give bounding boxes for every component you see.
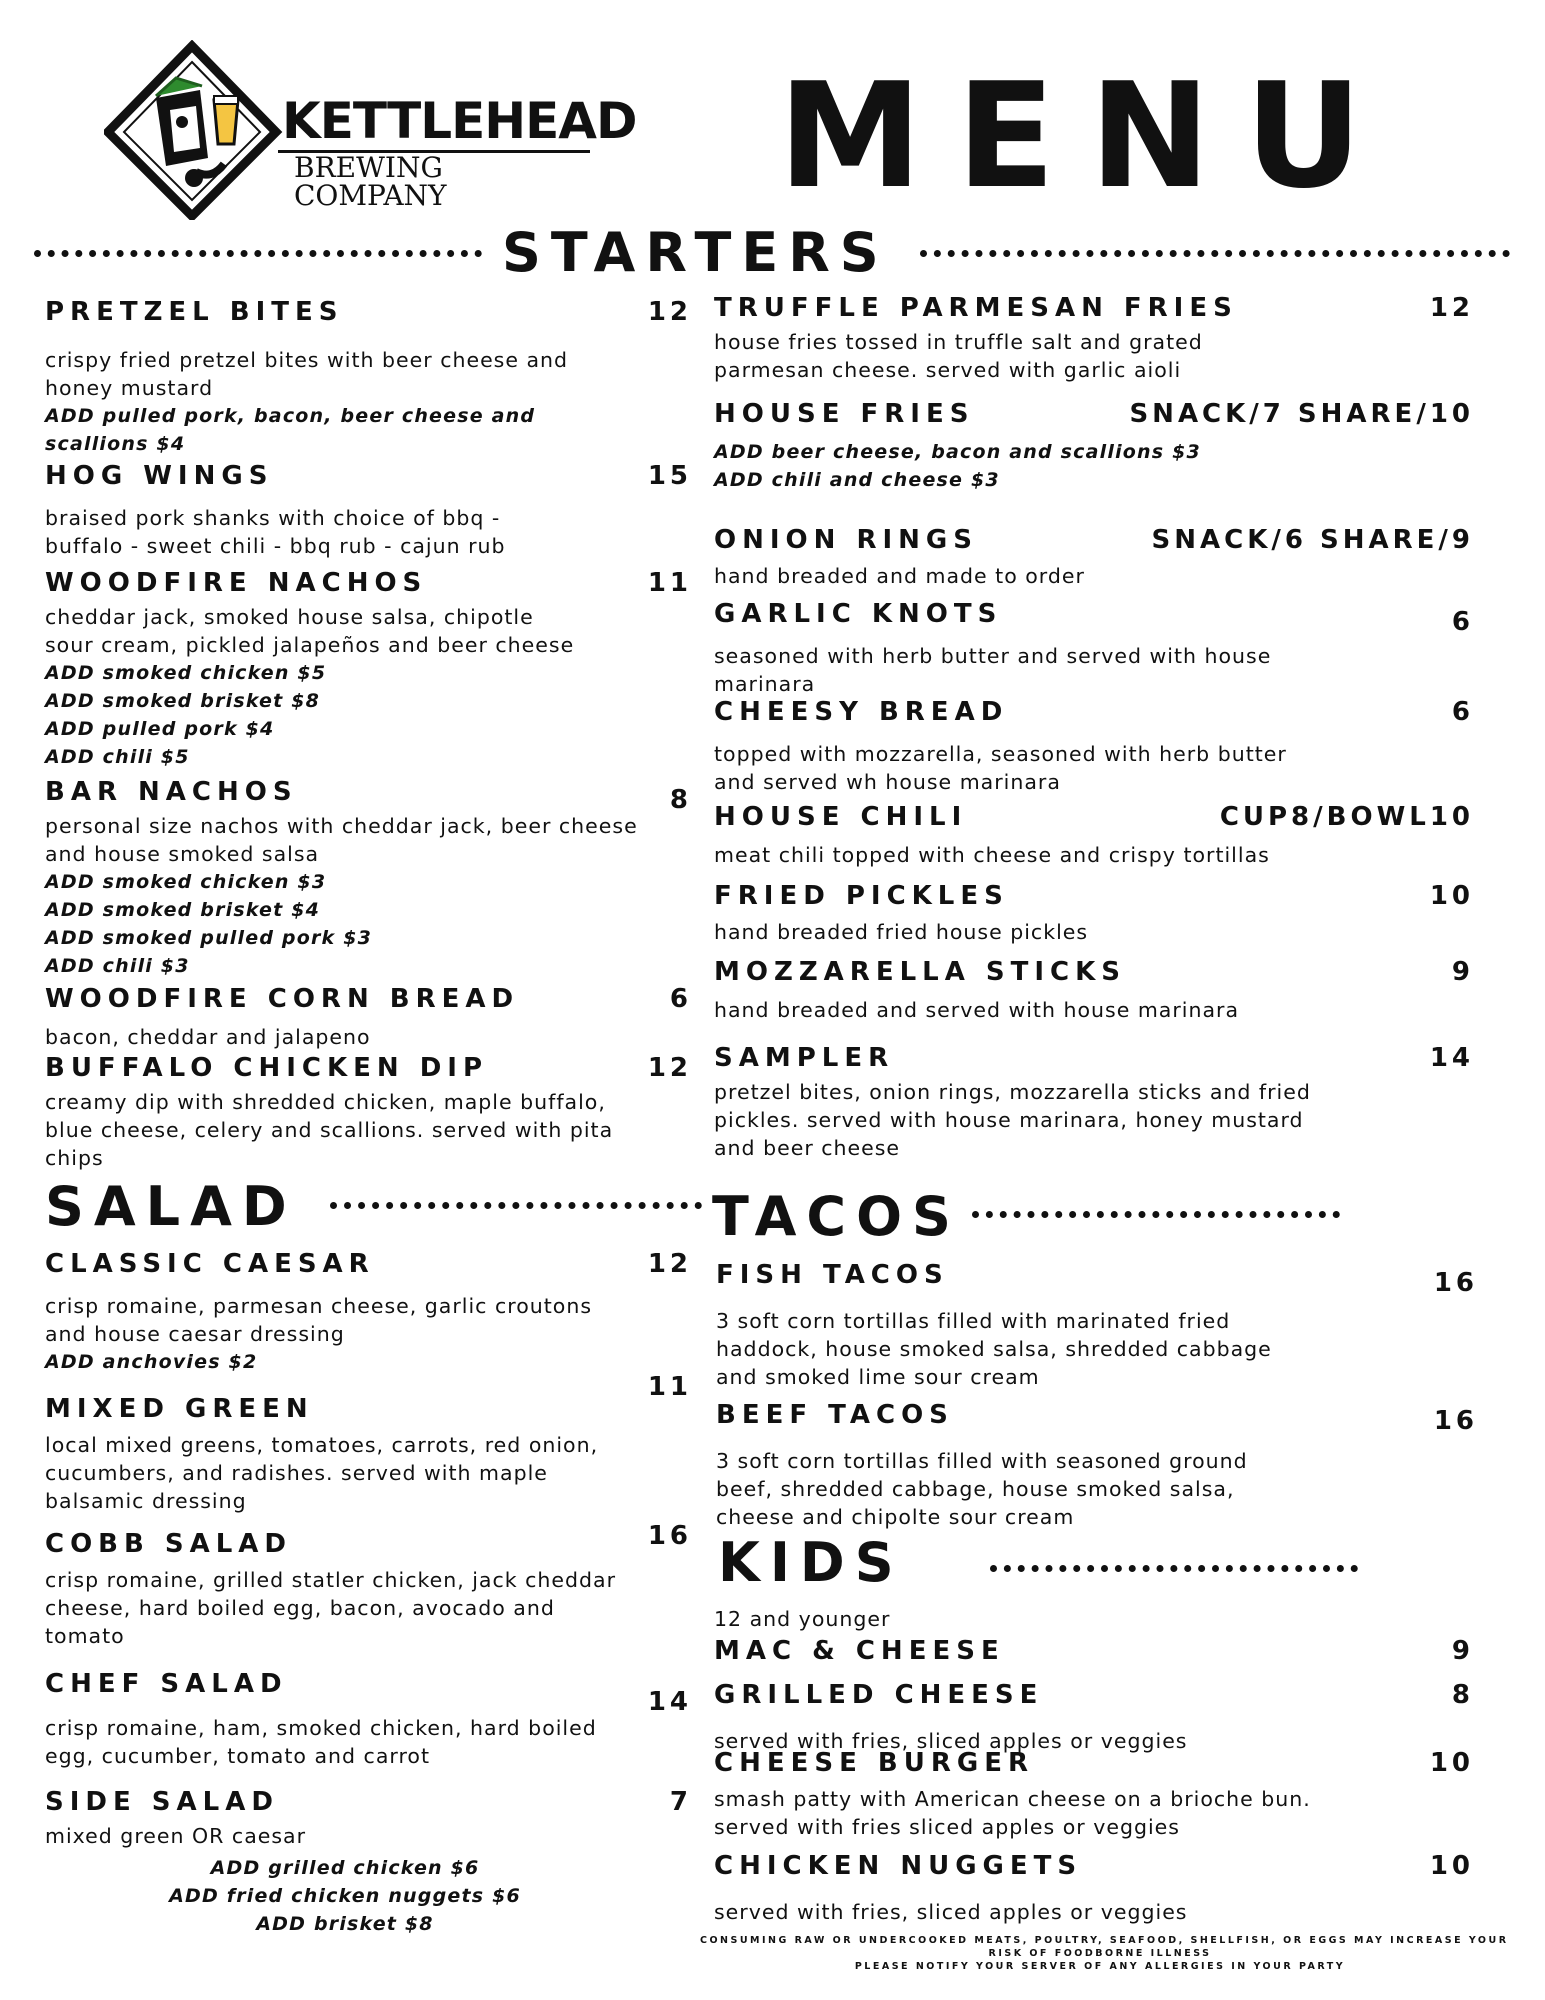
kids-heading: KIDS — [718, 1531, 904, 1594]
menu-item-addon: ADD smoked chicken $5 — [45, 662, 327, 684]
salad-heading: SALAD — [45, 1175, 297, 1238]
starters-divider-left — [34, 250, 482, 257]
salad-divider — [330, 1202, 702, 1209]
menu-item-name: CHEESY BREAD — [714, 697, 1009, 727]
menu-item-description: haddock, house smoked salsa, shredded cabbage — [716, 1337, 1272, 1361]
menu-item-description: seasoned with herb butter and served with house — [714, 644, 1272, 668]
salad-addon: ADD brisket $8 — [256, 1913, 434, 1935]
kids-divider — [990, 1565, 1358, 1572]
menu-item-price: 16 — [1433, 1406, 1478, 1436]
menu-item-name: WOODFIRE CORN BREAD — [45, 984, 520, 1014]
menu-item-price: 14 — [647, 1687, 692, 1717]
menu-item-price: 10 — [1429, 1851, 1474, 1881]
menu-item-description: 3 soft corn tortillas filled with seasoned ground — [716, 1449, 1248, 1473]
menu-item-description: and beer cheese — [714, 1136, 901, 1160]
menu-item-price: 10 — [1429, 881, 1474, 911]
menu-item-description: smash patty with American cheese on a brioche bun. — [714, 1787, 1311, 1811]
menu-item-addon: ADD anchovies $2 — [45, 1351, 258, 1373]
menu-item-description: local mixed greens, tomatoes, carrots, red onion, — [45, 1433, 599, 1457]
kids-age-note: 12 and younger — [714, 1607, 891, 1631]
menu-item-description: 3 soft corn tortillas filled with marinated fried — [716, 1309, 1231, 1333]
menu-item-description: pickles. served with house marinara, honey mustard — [714, 1108, 1304, 1132]
menu-item-description: egg, cucumber, tomato and carrot — [45, 1744, 431, 1768]
menu-item-name: MIXED GREEN — [45, 1394, 314, 1424]
menu-item-price: 6 — [669, 984, 692, 1014]
menu-item-price: 6 — [1451, 607, 1474, 637]
menu-item-description: personal size nachos with cheddar jack, beer cheese — [45, 814, 638, 838]
menu-item-description: and served wh house marinara — [714, 770, 1061, 794]
salad-addon: ADD grilled chicken $6 — [210, 1857, 480, 1879]
menu-item-price: 16 — [1433, 1268, 1478, 1298]
menu-item-name: HOUSE FRIES — [714, 399, 975, 429]
menu-item-description: meat chili topped with cheese and crispy tortillas — [714, 843, 1270, 867]
menu-item-description: balsamic dressing — [45, 1489, 247, 1513]
menu-item-description: house fries tossed in truffle salt and grated — [714, 330, 1203, 354]
menu-item-description: cheddar jack, smoked house salsa, chipotle — [45, 605, 534, 629]
menu-item-name: PRETZEL BITES — [45, 297, 344, 327]
menu-item-description: bacon, cheddar and jalapeno — [45, 1025, 371, 1049]
menu-item-description: marinara — [714, 672, 816, 696]
menu-item-addon: ADD smoked chicken $3 — [45, 871, 327, 893]
menu-item-name: WOODFIRE NACHOS — [45, 568, 428, 598]
menu-item-price: 12 — [647, 1053, 692, 1083]
menu-item-name: MOZZARELLA STICKS — [714, 957, 1126, 987]
menu-item-description: pretzel bites, onion rings, mozzarella sticks and fried — [714, 1080, 1311, 1104]
menu-item-name: COBB SALAD — [45, 1529, 292, 1559]
menu-item-name: ONION RINGS — [714, 525, 978, 555]
menu-item-price: SNACK/6 SHARE/9 — [1151, 525, 1474, 555]
logo-subtitle: BREWING COMPANY — [294, 151, 447, 212]
disclaimer-line: RISK OF FOODBORNE ILLNESS — [988, 1948, 1212, 1959]
disclaimer-line: PLEASE NOTIFY YOUR SERVER OF ANY ALLERGIES IN YOUR PARTY — [854, 1961, 1346, 1972]
menu-item-description: parmesan cheese. served with garlic aioli — [714, 358, 1182, 382]
menu-item-description: cheese, hard boiled egg, bacon, avocado and — [45, 1596, 555, 1620]
menu-item-addon: ADD smoked pulled pork $3 — [45, 927, 373, 949]
menu-item-name: BAR NACHOS — [45, 777, 298, 807]
menu-item-description: beef, shredded cabbage, house smoked salsa, — [716, 1477, 1235, 1501]
menu-item-description: crisp romaine, grilled statler chicken, jack cheddar — [45, 1568, 617, 1592]
menu-item-price: 6 — [1451, 697, 1474, 727]
menu-item-name: GARLIC KNOTS — [714, 599, 1003, 629]
menu-item-description: buffalo - sweet chili - bbq rub - cajun rub — [45, 534, 506, 558]
menu-item-description: sour cream, pickled jalapeños and beer cheese — [45, 633, 575, 657]
menu-item-addon: ADD chili $5 — [45, 746, 190, 768]
menu-item-name: HOG WINGS — [45, 461, 274, 491]
menu-item-description: hand breaded fried house pickles — [714, 920, 1089, 944]
menu-item-price: 12 — [647, 1249, 692, 1279]
menu-item-description: hand breaded and made to order — [714, 564, 1085, 588]
menu-item-addon: ADD pulled pork $4 — [45, 718, 275, 740]
page-title: MENU — [778, 52, 1397, 221]
menu-item-description: honey mustard — [45, 376, 214, 400]
starters-heading: STARTERS — [502, 221, 889, 284]
menu-item-name: MAC & CHEESE — [714, 1636, 1005, 1666]
menu-item-description: hand breaded and served with house marinara — [714, 998, 1240, 1022]
logo — [104, 40, 637, 220]
menu-item-description: cucumbers, and radishes. served with maple — [45, 1461, 548, 1485]
disclaimer-line: CONSUMING RAW OR UNDERCOOKED MEATS, POULTRY, SEAFOOD, SHELLFISH, OR EGGS MAY INCREASE YOUR — [700, 1935, 1509, 1946]
menu-item-description: braised pork shanks with choice of bbq - — [45, 506, 501, 530]
menu-item-description: and house smoked salsa — [45, 842, 320, 866]
menu-item-description: crisp romaine, ham, smoked chicken, hard boiled — [45, 1716, 597, 1740]
menu-item-description: chips — [45, 1146, 104, 1170]
menu-item-name: BEEF TACOS — [716, 1400, 954, 1430]
menu-item-description: cheese and chipolte sour cream — [716, 1505, 1075, 1529]
menu-item-addon: ADD beer cheese, bacon and scallions $3 — [714, 441, 1201, 463]
kettlehead-logo-icon — [104, 40, 284, 220]
menu-item-price: 16 — [647, 1521, 692, 1551]
menu-item-name: CHEESE BURGER — [714, 1748, 1034, 1778]
menu-item-price: 12 — [1429, 293, 1474, 323]
menu-item-price: 7 — [669, 1787, 692, 1817]
menu-item-price: 10 — [1429, 1748, 1474, 1778]
menu-item-name: FISH TACOS — [716, 1260, 949, 1290]
menu-item-price: 8 — [669, 785, 692, 815]
menu-item-addon: ADD pulled pork, bacon, beer cheese and — [45, 405, 536, 427]
menu-item-price: 15 — [647, 461, 692, 491]
menu-item-name: SIDE SALAD — [45, 1787, 279, 1817]
menu-item-price: 11 — [647, 568, 692, 598]
menu-item-name: CHICKEN NUGGETS — [714, 1851, 1083, 1881]
menu-item-name: BUFFALO CHICKEN DIP — [45, 1053, 489, 1083]
menu-item-price: CUP8/BOWL10 — [1219, 802, 1474, 832]
menu-item-price: 9 — [1451, 957, 1474, 987]
menu-item-description: creamy dip with shredded chicken, maple buffalo, — [45, 1090, 606, 1114]
menu-item-description: served with fries sliced apples or veggies — [714, 1815, 1180, 1839]
menu-item-addon: scallions $4 — [45, 433, 186, 455]
salad-addon: ADD fried chicken nuggets $6 — [169, 1885, 521, 1907]
menu-item-price: 12 — [647, 297, 692, 327]
tacos-heading: TACOS — [712, 1185, 961, 1248]
menu-item-price: SNACK/7 SHARE/10 — [1129, 399, 1474, 429]
menu-item-description: served with fries, sliced apples or veggies — [714, 1729, 1188, 1753]
menu-item-description: topped with mozzarella, seasoned with herb butter — [714, 742, 1287, 766]
menu-item-name: CHEF SALAD — [45, 1669, 288, 1699]
starters-divider-right — [920, 250, 1510, 257]
menu-item-description: mixed green OR caesar — [45, 1824, 307, 1848]
menu-item-name: CLASSIC CAESAR — [45, 1249, 375, 1279]
menu-item-description: and smoked lime sour cream — [716, 1365, 1040, 1389]
menu-item-description: tomato — [45, 1624, 125, 1648]
menu-item-name: HOUSE CHILI — [714, 802, 968, 832]
menu-item-price: 8 — [1451, 1680, 1474, 1710]
menu-item-name: TRUFFLE PARMESAN FRIES — [714, 293, 1238, 323]
menu-item-addon: ADD smoked brisket $8 — [45, 690, 321, 712]
tacos-divider — [972, 1211, 1340, 1218]
menu-item-description: served with fries, sliced apples or veggies — [714, 1900, 1188, 1924]
menu-item-addon: ADD chili and cheese $3 — [714, 469, 1000, 491]
menu-item-addon: ADD smoked brisket $4 — [45, 899, 321, 921]
menu-item-description: and house caesar dressing — [45, 1322, 345, 1346]
logo-name: KETTLEHEAD — [282, 92, 637, 150]
menu-item-price: 11 — [647, 1372, 692, 1402]
menu-item-price: 14 — [1429, 1043, 1474, 1073]
menu-item-name: GRILLED CHEESE — [714, 1680, 1044, 1710]
menu-item-name: SAMPLER — [714, 1043, 895, 1073]
menu-item-description: crispy fried pretzel bites with beer cheese and — [45, 348, 569, 372]
menu-item-name: FRIED PICKLES — [714, 881, 1009, 911]
menu-item-price: 9 — [1451, 1636, 1474, 1666]
menu-item-addon: ADD chili $3 — [45, 955, 190, 977]
menu-item-description: crisp romaine, parmesan cheese, garlic croutons — [45, 1294, 592, 1318]
menu-item-description: blue cheese, celery and scallions. served with pita — [45, 1118, 614, 1142]
